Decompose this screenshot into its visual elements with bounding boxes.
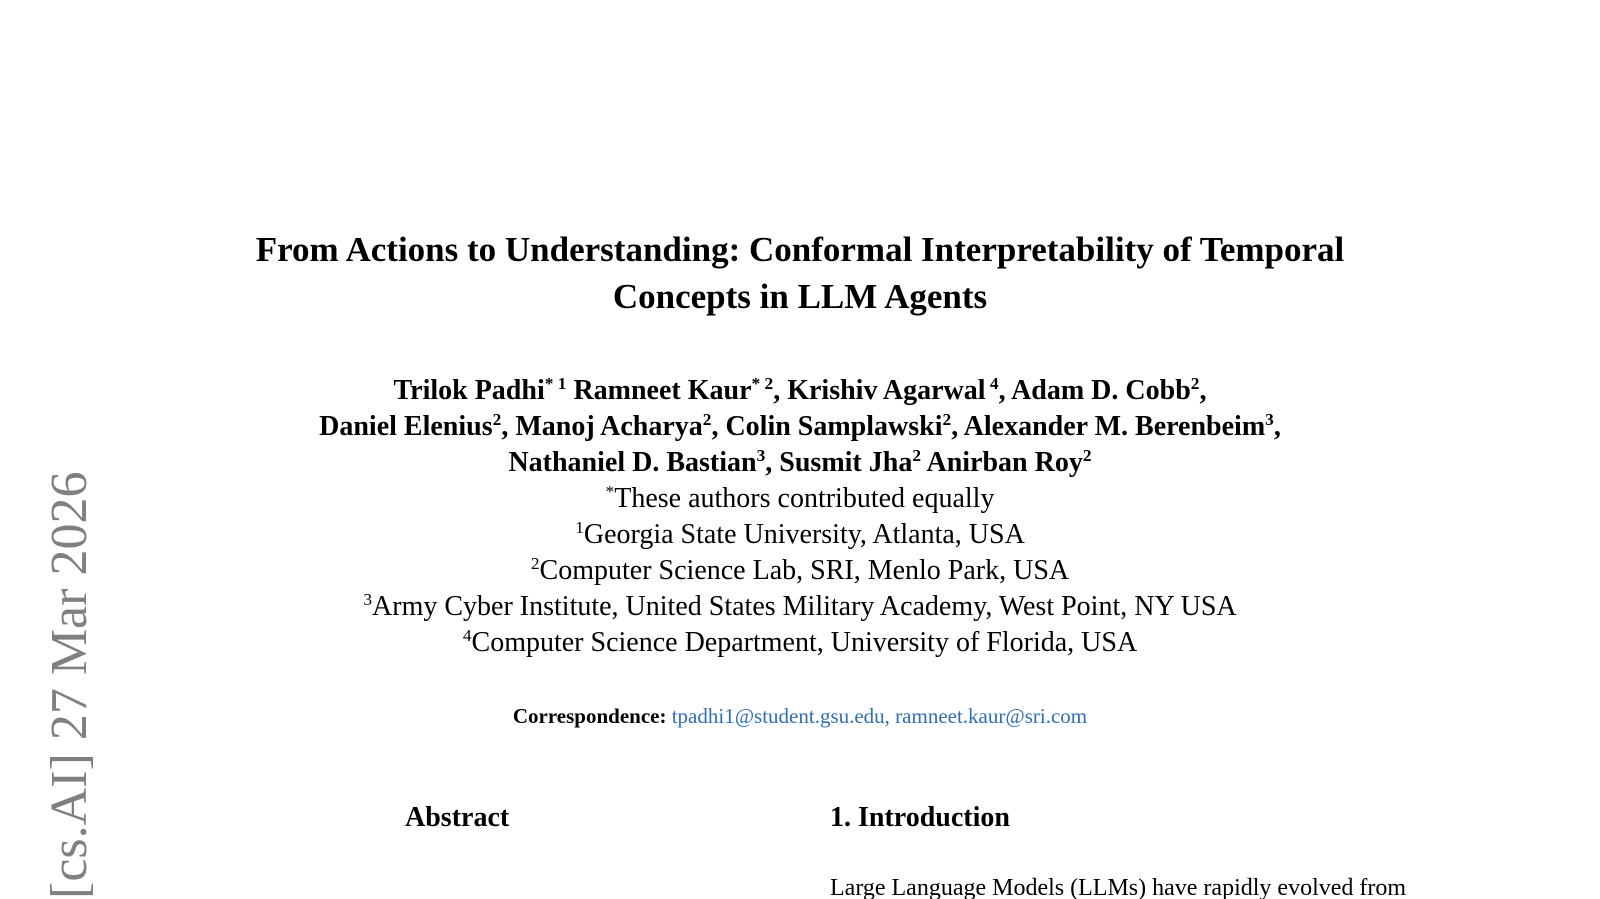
author-name: Krishiv Agarwal	[787, 375, 986, 406]
arxiv-side-stamp: [cs.AI] 27 Mar 2026	[41, 471, 98, 899]
author-mark: 3	[756, 446, 766, 466]
affiliation-text: Computer Science Lab, SRI, Menlo Park, USA	[539, 555, 1070, 586]
author-mark: 2	[702, 410, 712, 430]
affiliation-text: Georgia State University, Atlanta, USA	[583, 519, 1025, 550]
author-sep: ,	[1199, 375, 1207, 406]
author-mark: * 1	[544, 374, 567, 394]
author-list	[0, 373, 1600, 481]
author-name: Susmit Jha	[779, 447, 913, 478]
paper-title-line-2: Concepts in LLM Agents	[612, 277, 988, 316]
correspondence	[0, 702, 1600, 730]
author-mark: 4	[985, 374, 999, 394]
affiliation-text: Computer Science Department, University of Florida, USA	[471, 627, 1138, 658]
affiliation-2	[0, 553, 1600, 589]
affiliation-1	[0, 517, 1600, 553]
correspondence-emails-link[interactable]: tpadhi1@student.gsu.edu, ramneet.kaur@sri.com	[671, 704, 1088, 728]
author-name: Trilok Padhi	[393, 375, 545, 406]
author-sep: ,	[773, 375, 788, 406]
author-mark: 2	[912, 446, 922, 466]
author-name: Manoj Acharya	[515, 411, 703, 442]
paper-title-line-1: From Actions to Understanding: Conformal Interpretability of Temporal	[255, 230, 1345, 269]
author-name: Alexander M. Berenbeim	[963, 411, 1266, 442]
author-name: Anirban Roy	[926, 447, 1083, 478]
author-sep: ,	[765, 447, 780, 478]
author-line-1	[0, 373, 1600, 409]
affiliation-text: Army Cyber Institute, United States Military Academy, West Point, NY USA	[372, 591, 1237, 622]
author-name: Adam D. Cobb	[1011, 375, 1191, 406]
author-name: Colin Samplawski	[725, 411, 943, 442]
author-sep: ,	[501, 411, 516, 442]
abstract-heading: Abstract	[405, 802, 510, 833]
author-name: Daniel Elenius	[319, 411, 493, 442]
affiliation-mark: 3	[363, 590, 373, 610]
correspondence-label: Correspondence:	[512, 704, 667, 728]
author-mark: 2	[1190, 374, 1200, 394]
affiliation-mark: 2	[530, 554, 540, 574]
affiliation-3	[0, 589, 1600, 625]
author-sep: ,	[1273, 411, 1281, 442]
affiliation-equal-contribution	[0, 481, 1600, 517]
affiliation-mark: 1	[575, 518, 584, 538]
author-sep: ,	[951, 411, 964, 442]
author-line-2	[0, 409, 1600, 445]
author-sep: ,	[711, 411, 726, 442]
affiliation-mark: *	[605, 482, 615, 502]
author-mark: 2	[942, 410, 952, 430]
author-mark: 2	[1082, 446, 1092, 466]
author-mark: * 2	[751, 374, 774, 394]
affiliation-list	[0, 481, 1600, 661]
author-mark: 3	[1265, 410, 1274, 430]
affiliation-text: These authors contributed equally	[614, 483, 995, 514]
introduction-paragraph: Large Language Models (LLMs) have rapidly evolved from	[830, 875, 1407, 899]
paper-title	[0, 226, 1600, 320]
affiliation-4	[0, 625, 1600, 661]
author-name: Nathaniel D. Bastian	[508, 447, 757, 478]
author-sep: ,	[998, 375, 1012, 406]
author-name: Ramneet Kaur	[573, 375, 752, 406]
introduction-heading: 1. Introduction	[830, 802, 1010, 833]
author-line-3	[0, 445, 1600, 481]
affiliation-mark: 4	[462, 626, 472, 646]
author-mark: 2	[492, 410, 502, 430]
